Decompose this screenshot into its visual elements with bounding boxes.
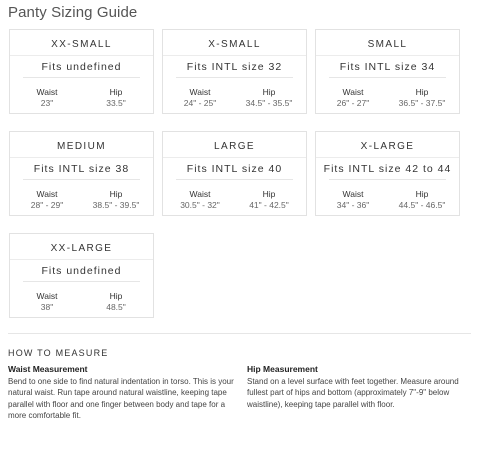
divider bbox=[10, 259, 153, 260]
section-divider bbox=[8, 333, 471, 334]
divider bbox=[329, 179, 446, 180]
hip-column bbox=[81, 87, 151, 109]
waist-value: 23" bbox=[40, 98, 54, 108]
divider bbox=[176, 77, 293, 78]
waist-column bbox=[12, 189, 82, 211]
waist-value: 30.5" - 32" bbox=[180, 200, 220, 210]
hip-label: Hip bbox=[262, 87, 276, 97]
waist-value: 24" - 25" bbox=[183, 98, 217, 108]
waist-column bbox=[318, 87, 388, 109]
divider bbox=[10, 55, 153, 56]
divider bbox=[316, 157, 459, 158]
hip-value: 36.5" - 37.5" bbox=[398, 98, 446, 108]
size-fit: Fits INTL size 38 bbox=[33, 163, 130, 175]
divider bbox=[163, 55, 306, 56]
hip-label: Hip bbox=[109, 189, 123, 199]
hip-value: 38.5" - 39.5" bbox=[92, 200, 140, 210]
divider bbox=[23, 281, 140, 282]
waist-measurement-section bbox=[8, 364, 238, 422]
size-name: X-LARGE bbox=[360, 141, 415, 152]
hip-value: 48.5" bbox=[106, 302, 126, 312]
waist-value: 26" - 27" bbox=[336, 98, 370, 108]
size-fit: Fits INTL size 40 bbox=[186, 163, 283, 175]
hip-value: 44.5" - 46.5" bbox=[398, 200, 446, 210]
hip-column bbox=[234, 189, 304, 211]
size-fit: Fits INTL size 34 bbox=[339, 61, 436, 73]
size-name: X-SMALL bbox=[208, 39, 261, 50]
hip-measurement-section bbox=[247, 364, 467, 410]
waist-column bbox=[165, 189, 235, 211]
hip-value: 41" - 42.5" bbox=[249, 200, 289, 210]
divider bbox=[163, 157, 306, 158]
size-fit: Fits undefined bbox=[41, 61, 122, 73]
hip-value: 33.5" bbox=[106, 98, 126, 108]
waist-column bbox=[12, 291, 82, 313]
size-card-large bbox=[162, 131, 307, 216]
divider bbox=[316, 55, 459, 56]
hip-value: 34.5" - 35.5" bbox=[245, 98, 293, 108]
hip-column bbox=[81, 291, 151, 313]
size-card-x-small bbox=[162, 29, 307, 114]
waist-label: Waist bbox=[189, 87, 211, 97]
hip-label: Hip bbox=[415, 189, 429, 199]
how-to-measure-heading: HOW TO MEASURE bbox=[8, 348, 109, 358]
hip-label: Hip bbox=[262, 189, 276, 199]
size-name: MEDIUM bbox=[57, 141, 106, 152]
size-fit: Fits INTL size 32 bbox=[186, 61, 283, 73]
size-card-medium bbox=[9, 131, 154, 216]
divider bbox=[23, 179, 140, 180]
hip-measurement-text: Stand on a level surface with feet together. Measure around fullest part of hips and bottom (approximately 7"-9" below waistline), keeping tape parallel with floor. bbox=[247, 376, 459, 409]
hip-measurement-title: Hip Measurement bbox=[247, 364, 318, 374]
divider bbox=[23, 77, 140, 78]
size-name: SMALL bbox=[367, 39, 408, 50]
divider bbox=[10, 157, 153, 158]
waist-label: Waist bbox=[36, 291, 58, 301]
waist-value: 34" - 36" bbox=[336, 200, 370, 210]
waist-label: Waist bbox=[36, 87, 58, 97]
waist-label: Waist bbox=[342, 87, 364, 97]
divider bbox=[176, 179, 293, 180]
hip-column bbox=[234, 87, 304, 109]
waist-value: 28" - 29" bbox=[30, 200, 64, 210]
hip-column bbox=[81, 189, 151, 211]
waist-label: Waist bbox=[342, 189, 364, 199]
hip-column bbox=[387, 189, 457, 211]
hip-label: Hip bbox=[415, 87, 429, 97]
size-name: XX-SMALL bbox=[51, 39, 112, 50]
size-fit: Fits undefined bbox=[41, 265, 122, 277]
divider bbox=[329, 77, 446, 78]
hip-column bbox=[387, 87, 457, 109]
waist-value: 38" bbox=[40, 302, 54, 312]
waist-column bbox=[318, 189, 388, 211]
size-card-small bbox=[315, 29, 460, 114]
hip-label: Hip bbox=[109, 291, 123, 301]
waist-measurement-text: Bend to one side to find natural indentation in torso. This is your natural waist. Run tape around natural waistline, keeping tape parallel with floor and one finger between body and tape for a more comfortable fit. bbox=[8, 376, 234, 420]
waist-label: Waist bbox=[36, 189, 58, 199]
size-card-xx-small bbox=[9, 29, 154, 114]
hip-label: Hip bbox=[109, 87, 123, 97]
size-name: LARGE bbox=[214, 141, 255, 152]
size-card-x-large bbox=[315, 131, 460, 216]
waist-column bbox=[12, 87, 82, 109]
page-title: Panty Sizing Guide bbox=[8, 4, 138, 21]
size-card-xx-large bbox=[9, 233, 154, 318]
size-fit: Fits INTL size 42 to 44 bbox=[323, 163, 452, 175]
size-name: XX-LARGE bbox=[50, 243, 113, 254]
waist-measurement-title: Waist Measurement bbox=[8, 364, 88, 374]
waist-column bbox=[165, 87, 235, 109]
waist-label: Waist bbox=[189, 189, 211, 199]
